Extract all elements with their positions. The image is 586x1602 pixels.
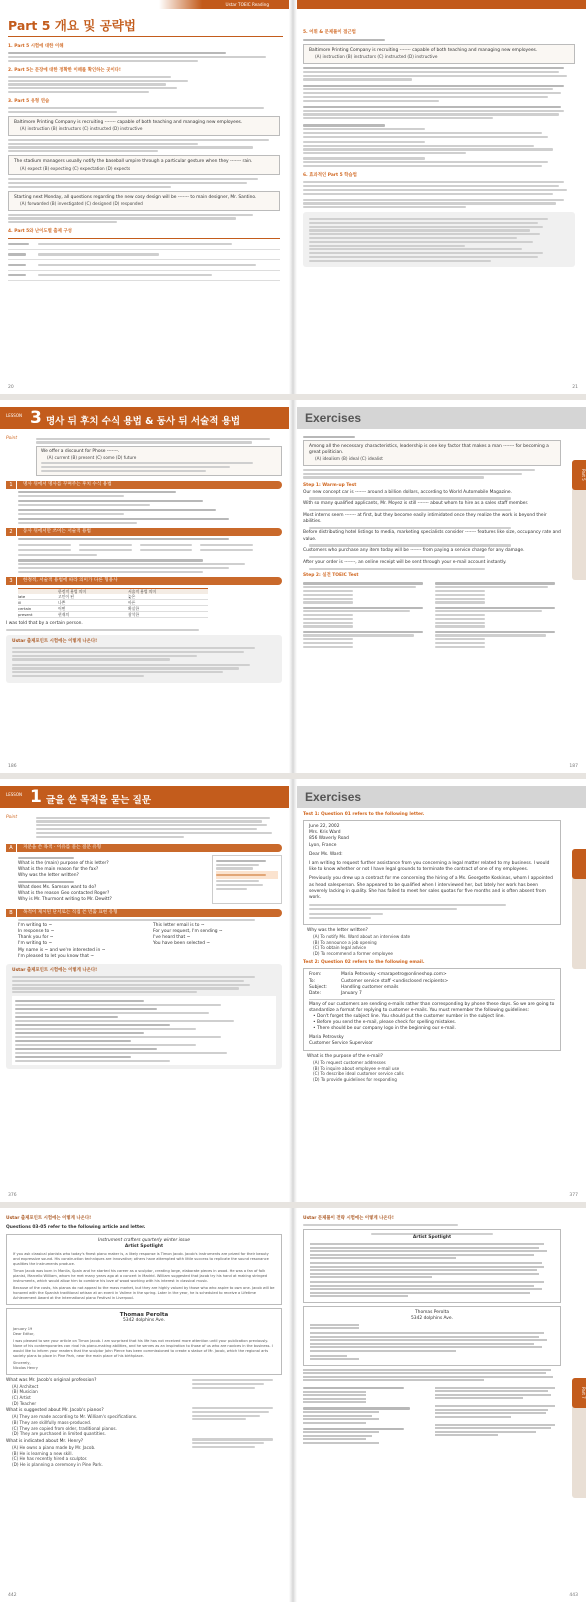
page-number: 443 <box>569 1593 578 1598</box>
page-number: 442 <box>8 1593 17 1598</box>
answer-option: (C) They are copied from older, traditional pianos. <box>12 1425 117 1431</box>
section-number: 2 <box>6 528 16 536</box>
test-heading: Test 1: Question 01 refers to the following letter. <box>303 812 425 817</box>
section-bar: 동사 뒤에서만 쓰이는 서술적 용법 <box>17 528 282 536</box>
point-example-options: (A) current (B) present (C) some (D) future <box>47 454 137 460</box>
section-heading: 4. Part 5와 난이도별 출제 구성 <box>8 229 72 235</box>
translated-article <box>303 1229 561 1302</box>
answer-option: (C) He has recently hired a sculptor. <box>12 1456 88 1462</box>
step-heading: Step 2: 실전 TOEIC Test <box>303 572 359 578</box>
section-body <box>6 491 282 524</box>
pattern-item: Why was the letter written? <box>18 873 79 879</box>
email-field-value: Handling customer emails <box>341 984 399 990</box>
paragraph-block <box>8 178 280 188</box>
point-label: Point <box>6 436 18 441</box>
spread-lesson1 <box>0 779 586 1202</box>
answer-option: (D) To provide guidelines for responding <box>313 1077 397 1083</box>
email-field-value: Customer service staff <undisclosed recipients> <box>341 978 449 984</box>
question-options <box>303 556 561 558</box>
email-passage <box>303 968 561 1051</box>
table-cell: 늦은 <box>128 594 136 600</box>
table-cell: 아픈 <box>128 600 136 606</box>
answer-option: (A) To request customer addresses <box>313 1060 386 1066</box>
expression-item: I've heard that ~ <box>153 935 191 941</box>
exam-point-title: Ustar 출제포인트 시험에는 이렇게 나온다! <box>12 639 98 644</box>
article-passage <box>6 1234 282 1305</box>
lesson-title: 명사 뒤 후치 수식 용법 & 동사 뒤 서술적 용법 <box>46 416 241 427</box>
lesson-label: LESSON <box>6 413 22 418</box>
email-signature: Maria Petrovsky <box>309 1034 344 1040</box>
question-options <box>303 509 561 511</box>
exercises-title: Exercises <box>305 790 362 804</box>
email-header-row <box>309 991 555 997</box>
paragraph-block <box>303 67 575 167</box>
section-number: B <box>6 909 16 917</box>
page-21 <box>297 0 586 394</box>
pattern-item: What is the (main) purpose of this letter? <box>18 860 109 866</box>
spread-part5-overview <box>0 0 586 394</box>
section-number: 3 <box>6 577 16 585</box>
gutter <box>289 400 297 773</box>
page-number: 377 <box>569 1193 578 1198</box>
example-options: (A) instruction (B) instructors (C) instructed (D) instructive <box>315 54 438 60</box>
section-heading: 1. Part 5 시험에 대한 이해 <box>8 44 64 49</box>
step-heading: Step 1: Warm-up Test <box>303 482 357 488</box>
letter-recipient: Mrs. Kris Ward <box>309 830 341 836</box>
table-cell: present <box>18 612 33 618</box>
part-tab-marker <box>572 849 586 879</box>
part-tab-label: Part 7 <box>572 1378 586 1408</box>
question-options <box>303 497 561 499</box>
question-item: Customers who purchase any item today will be ------- from paying a service charge for any damage. <box>303 548 525 554</box>
letter-address: Lyon, France <box>309 842 337 848</box>
page-187 <box>297 400 586 773</box>
page-number: 187 <box>569 764 578 769</box>
example-sentence: Among all the necessary characteristics, leadership is one key factor that makes a man ------- for becoming a great politician. <box>309 443 549 455</box>
example-box <box>303 440 561 466</box>
answer-option: (D) Teacher <box>12 1400 37 1406</box>
lesson-number: 3 <box>30 408 42 428</box>
lesson-banner <box>0 407 289 429</box>
section-number: 1 <box>6 481 16 489</box>
exercises-banner <box>297 786 586 808</box>
letter-address: 856 Waverly Road <box>309 836 349 842</box>
letter-date: June 22, 2002 <box>309 824 340 829</box>
answer-option: (C) To obtain legal advice <box>313 945 367 951</box>
letter-date: January 19 <box>13 1326 33 1331</box>
email-bullet-text: Don't forget the subject line. You should put the customer number in the subject line. <box>317 1014 505 1020</box>
running-header-bar <box>297 0 586 9</box>
expression-item: For your request, I'm sending ~ <box>153 929 223 935</box>
question-range: Questions 03-05 refer to the following article and letter. <box>6 1225 146 1230</box>
question-item: Before distributing hotel listings to media, marketing specialists consider ------- features like size, occupancy rate and value. <box>303 530 561 542</box>
answer-option: (A) He owns a piano made by Mr. Jacob. <box>12 1444 96 1450</box>
question-item: After your order is -------, an online receipt will be sent through your e-mail account instantly. <box>303 559 507 565</box>
table-cell: certain <box>18 606 32 612</box>
paragraph-block <box>8 52 280 62</box>
expression-item: I'm writing to ~ <box>18 922 53 928</box>
question-stem: What is the purpose of the e-mail? <box>307 1054 383 1060</box>
example-options: (A) instruction (B) instructors (C) instructed (D) instructive <box>20 126 143 132</box>
letter-passage <box>6 1308 282 1374</box>
subheading <box>303 39 385 41</box>
table-row <box>18 612 208 618</box>
table-header-cell: 서술적 용법 의미 <box>128 589 157 595</box>
exam-point-title: Ustar 출제포인트 시험에는 이렇게 나온다! <box>6 1216 92 1221</box>
paragraph-block <box>8 214 280 224</box>
page-number: 186 <box>8 764 17 769</box>
answer-option: (D) He is planning a ceremony in Pine Park. <box>12 1461 103 1467</box>
questions-03-05 <box>6 1378 186 1468</box>
section-heading: 5. 어휘 & 문제풀이 접근법 <box>303 30 356 35</box>
email-body: Many of our customers are sending e-mails rather than corresponding by phone these days. So we are going to standardize a format for replying to customer e-mails. You must remember the following guidelines: <box>309 1001 555 1013</box>
page-376 <box>0 779 289 1202</box>
expression-item: I'm pleased to let you know that ~ <box>18 953 95 959</box>
point-label: Point <box>6 815 18 820</box>
expression-item: Thank you for ~ <box>18 935 54 941</box>
answer-option: (D) To recommend a former employee <box>313 950 393 956</box>
example-options: (A) idealism (B) ideal (C) idealist <box>315 456 383 462</box>
expression-list <box>6 923 282 960</box>
email-field-value: Maria Petrovsky <marapetro@onlineshop.com> <box>341 972 447 978</box>
expression-item: My name is ~ and we're interested in ~ <box>18 947 106 953</box>
article-title: Artist Spotlight <box>124 1244 164 1250</box>
letter-sender: Thomas Perolta <box>414 1309 450 1315</box>
answer-option: (B) To announce a job opening <box>313 939 377 945</box>
question-01 <box>303 928 561 957</box>
page-20 <box>0 0 289 394</box>
question-stem: What is indicated about Mr. Henry? <box>6 1438 84 1444</box>
table-cell: 어떤 <box>58 606 66 612</box>
expression-item: This letter email is to ~ <box>153 922 205 928</box>
question-options <box>303 544 561 546</box>
side-note-box <box>212 855 282 903</box>
exam-point-box <box>6 964 282 1069</box>
email-field-label: From: <box>309 972 322 978</box>
spread-lesson3 <box>0 400 586 773</box>
example-sentence: Baltimore Printing Company is recruiting ------- capable of both teaching and managing new employees. <box>14 120 243 126</box>
example-box <box>8 155 280 175</box>
gutter <box>289 779 297 1202</box>
question-options <box>303 527 561 529</box>
section-number: A <box>6 844 16 852</box>
page-442 <box>0 1208 289 1602</box>
point-example-sentence: We offer a discount for Phose -------. <box>41 448 120 454</box>
table-cell: 현재의 <box>58 612 70 618</box>
title-rule <box>8 36 283 37</box>
section-bar: 한정적, 서술적 용법에 따라 의미가 다른 형용사 <box>17 577 282 585</box>
question-list <box>303 490 561 570</box>
answer-option: (C) To describe ideal customer service calls <box>313 1071 404 1077</box>
exercises-banner <box>297 407 586 429</box>
example-sentence: Starting next Monday, all questions regarding the new cosy design will be ------- to main designer, Mr. Santino. <box>14 194 257 200</box>
email-field-label: To: <box>309 978 316 984</box>
part-tab-label: Part 5 <box>572 460 586 490</box>
test-heading: Test 2: Question 02 refers to the following email. <box>303 960 425 966</box>
pattern-item: What is the reason Geo contacted Roger? <box>18 891 110 897</box>
section-heading: 6. 효과적인 Part 5 학습법 <box>303 173 357 179</box>
question-stem: Why was the letter written? <box>307 927 368 933</box>
difficulty-table <box>8 238 280 281</box>
running-header <box>0 0 289 9</box>
vocabulary-notes <box>303 1369 561 1382</box>
email-bullet: • Before you send the e-mail, please check for spelling mistakes. <box>313 1020 457 1026</box>
email-signature: Customer Service Supervisor <box>309 1040 373 1046</box>
answer-option: (A) They are made according to Mr. William's specifications. <box>12 1414 138 1420</box>
paragraph-block <box>303 181 575 208</box>
email-field-label: Subject: <box>309 984 327 990</box>
margin-notes <box>192 1378 282 1468</box>
table-header-cell: 한정적 용법 의미 <box>58 589 87 595</box>
answer-option: (D) They are purchased in limited quantities. <box>12 1431 106 1437</box>
example-options: (A) expect (B) expecting (C) expectation (D) expects <box>20 165 131 171</box>
exam-point-title: Ustar 출제포인트 시험에는 이렇게 나온다! <box>12 968 98 974</box>
article-paragraph: If you ask classical pianists who today's finest piano maker is, a likely response is Timon Jacob. Jacob's instruments are prized for their beauty and expressive sound. His construction techniques are innovative; others have attempted with little success to replicate the sound resonance qualities the instruments produce. <box>13 1252 269 1267</box>
lesson-label: LESSON <box>6 792 22 797</box>
page-377 <box>297 779 586 1202</box>
section-body <box>6 538 282 573</box>
article-kicker: Instrument crafters quarterly winter issue <box>98 1238 190 1243</box>
expression-item: You have been selected ~ <box>153 941 211 947</box>
expression-item: I'm writing to ~ <box>18 941 53 947</box>
adjective-table <box>18 588 208 618</box>
letter-body: I was pleased to see your article on Timon Jacob. I am surprised that his life has not received more attention until your publication previously. None of his contemporaries can rival his piano-making abilities, and he serves as an inspiration to those of us who are novices in the business. I would like to inform your readers that the sculptor John Pierce has been commissioned to create a statue of Mr. Jacob, which the regional arts society plans to place in Pine Park, near the main place of his birthplace. <box>13 1338 273 1358</box>
pattern-item: Why is Mr. Thurmont writing to Mr. Dewitt? <box>18 897 112 903</box>
gutter <box>289 0 297 394</box>
point-example <box>36 446 282 477</box>
running-header-label: Ustar TOEIC Reading <box>225 2 269 7</box>
question-item: With so many qualified applicants, Mr. Moyez is still ------- about whom to hire as a sales staff member. <box>303 501 529 507</box>
paragraph-block <box>8 76 280 93</box>
letter-closing: Sincerely, <box>13 1360 31 1365</box>
answer-option: (C) Artist <box>12 1395 31 1400</box>
email-field-value: January 7 <box>341 990 362 996</box>
step2-questions <box>303 581 561 650</box>
exam-point-box <box>6 635 282 683</box>
page-number: 376 <box>8 1193 17 1198</box>
gutter <box>289 1208 297 1602</box>
expression-item: In response to ~ <box>18 929 55 935</box>
section-bar: 명사 뒤에서 명사를 꾸며주는 후치 수식 용법 <box>17 481 282 489</box>
article-paragraph: Timon Jacob was born in Manila, Spain and he started his career as a sculptor, creating large, elaborate pieces in wood. He was a fan of folk pianist, Marcello William, whom he met many years ago at a concert in Madrid. William suggested that Jacob try his hand at making stringed instruments, which would allow him to combine his love of wood working with his interest in classical music. <box>13 1269 268 1284</box>
question-options <box>303 568 561 570</box>
lesson-title: 글을 쓴 목적을 묻는 질문 <box>46 795 151 806</box>
letter-sender-address: 5342 dolphins Ave. <box>123 1318 165 1324</box>
table-cell: ill <box>18 600 22 606</box>
email-field-label: Date: <box>309 990 321 996</box>
question-item: Most interns seem ------- at first, but they become easily intimidated once they realize the work is beyond their abilities. <box>303 512 547 524</box>
letter-sender: Thomas Perolta <box>119 1312 169 1319</box>
page-443 <box>297 1208 586 1602</box>
pattern-item: What does Ms. Samson want to do? <box>18 885 97 891</box>
question-02 <box>303 1054 561 1083</box>
article-title: Artist Spotlight <box>412 1235 452 1241</box>
answer-option: (A) To notify Ms. Ward about an interview date <box>313 933 411 939</box>
letter-sender-address: 5342 dolphins Ave. <box>411 1315 453 1321</box>
letter-paragraph: I am writing to request further assistance from you concerning a legal matter related to my business. I would like to know whether or not I have legal grounds to terminate the contract of one of my employees. <box>309 861 550 873</box>
page-186 <box>0 400 289 773</box>
table-cell: late <box>18 594 26 600</box>
study-tips-box <box>303 212 575 267</box>
section-bar: 목적이 제시된 단서로는 직접 쓴 빈출 표현 유형 <box>17 909 282 917</box>
example-box <box>303 44 575 64</box>
letter-signature: Nicolas Henry <box>13 1365 38 1370</box>
section-heading: 3. Part 5 유형 연습 <box>8 99 50 105</box>
example-sentence: The stadium managers usually notify the baseball umpire through a particular gesture when they ------- rain. <box>14 159 253 165</box>
email-bullet: • There should be our company logo in the beginning our e-mail. <box>313 1026 456 1032</box>
explanations <box>303 1385 561 1445</box>
subheading <box>303 436 355 438</box>
answer-option: (B) Musician <box>12 1389 38 1395</box>
letter-greeting: Dear Editor, <box>13 1331 35 1336</box>
answer-option: (B) He is learning a new skill. <box>12 1450 73 1456</box>
table-cell: 나쁜 <box>58 600 66 606</box>
strategy-title: Ustar 문제풀이 전략 시험에는 이렇게 나온다! <box>303 1216 394 1221</box>
spread-part7-practice <box>0 1208 586 1602</box>
answer-option: (B) To inquire about employee e-mail use <box>313 1065 400 1071</box>
question-patterns <box>18 855 206 903</box>
letter-paragraph: Previously you drew up a contract for me concerning the hiring of a Ms. Georgette Koskinas, whom I appointed as head salesperson. She appeared to be qualified when I interviewed her, but lately her work has been severely lacking in quality. She has failed to meet her sales quotas for five months and is often absent from work. <box>309 876 553 901</box>
example-box <box>8 116 280 136</box>
pattern-item: What is the main reason for the fax? <box>18 866 99 872</box>
example-sentence: Baltimore Printing Company is recruiting ------- capable of both teaching and managing new employees. <box>309 48 538 54</box>
question-stem: What was Mr. Jacob's original profession? <box>6 1377 97 1383</box>
letter-greeting: Dear Ms. Ward: <box>309 851 343 857</box>
example-options: (A) forwarded (B) investigated (C) designed (D) responded <box>20 201 143 207</box>
table-cell: 참석한 <box>128 612 140 618</box>
table-cell: 고인이 된 <box>58 594 74 600</box>
section-heading: 2. Part 5는 문장에 대한 정확한 이해를 확인하는 곳이다! <box>8 67 121 73</box>
page-title: Part 5 개요 및 공략법 <box>8 18 136 33</box>
answer-option: (A) Architect <box>12 1383 39 1389</box>
lesson-number: 1 <box>30 787 42 807</box>
article-paragraph: Because of the costs, his pianos do not appeal to the mass market, but they are highly valued by those who who aspire to own one. Jacob will be honored with the Spanish traditional artisan at an event in Valime in the spring. Later in the year, he is scheduled to receive a Lifetime Achievement Award at the International piano Festival in Liverpool. <box>13 1286 275 1301</box>
email-bullet: • Don't forget the subject line. You should put the customer number in the subject line. <box>313 1014 505 1020</box>
translated-letter <box>303 1306 561 1366</box>
email-bullet-text: Before you send the e-mail, please check for spelling mistakes. <box>317 1020 457 1026</box>
section-bar: 지문을 쓴 목적 · 이유를 묻는 질문 유형 <box>17 844 282 852</box>
example-box <box>8 191 280 211</box>
answer-option: (B) They are skillfully mass-produced. <box>12 1419 92 1425</box>
page-number: 20 <box>8 385 14 390</box>
question-stem: What is suggested about Mr. Jacob's pianos? <box>6 1408 104 1414</box>
question-item: Our new concept car is ------- around a billion dollars, according to World Automobile Magazine. <box>303 489 512 495</box>
lesson-banner <box>0 786 289 808</box>
email-bullet-text: There should be our company logo in the beginning our e-mail. <box>317 1026 456 1032</box>
paragraph-block <box>8 139 280 153</box>
paragraph-block <box>8 107 280 113</box>
exercises-title: Exercises <box>305 411 362 425</box>
letter-passage <box>303 820 561 925</box>
page-number: 21 <box>572 385 578 390</box>
sample-sentence: I was told that by a certain person. <box>6 621 83 627</box>
table-cell: 확실한 <box>128 606 140 612</box>
